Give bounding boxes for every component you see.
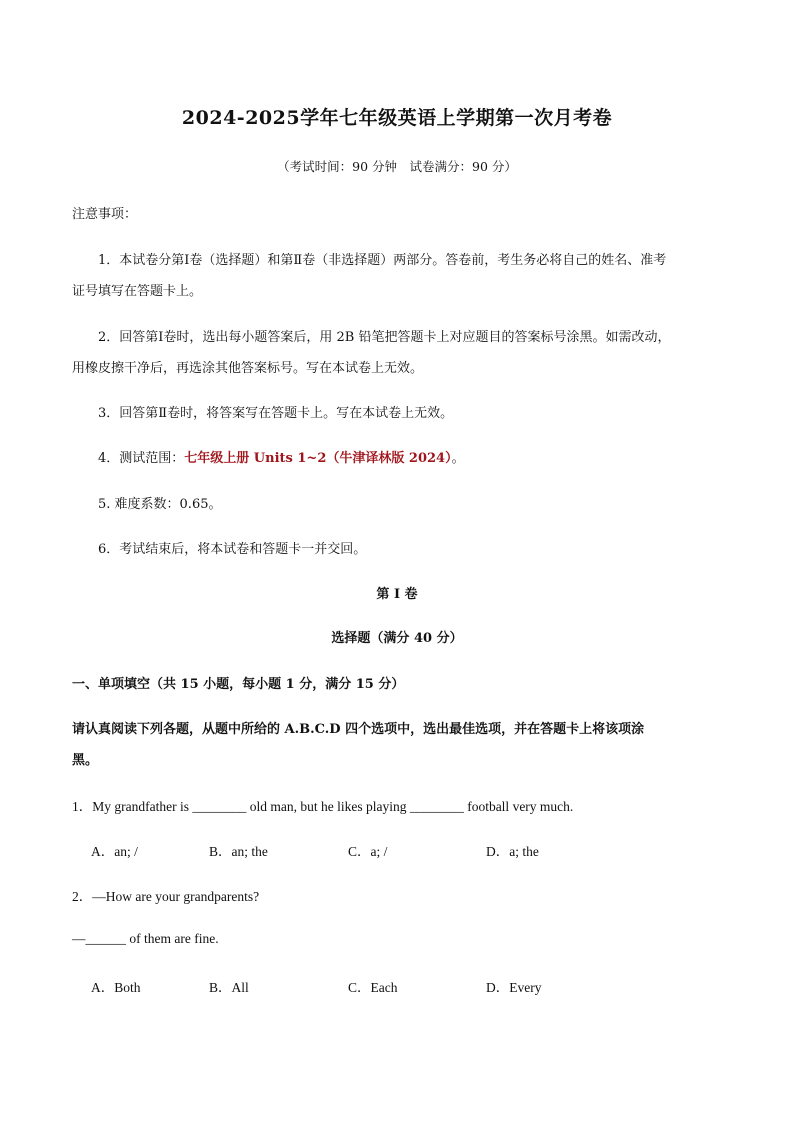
notice-item-3: 3．回答第Ⅱ卷时，将答案写在答题卡上。写在本试卷上无效。 — [98, 406, 454, 421]
notice-item-4-suffix: 。 — [451, 451, 465, 466]
question-2-option-c: C．Each — [348, 980, 398, 995]
notice-item-1-line-2: 证号填写在答题卡上。 — [72, 284, 203, 299]
notice-item-6: 6．考试结束后，将本试卷和答题卡一并交回。 — [98, 542, 367, 557]
part-title: 选择题（满分 40 分） — [331, 631, 463, 646]
part1-heading: 一、单项填空（共 15 小题，每小题 1 分，满分 15 分） — [72, 677, 405, 692]
question-1-stem: 1．My grandfather is ________ old man, but he likes playing ________ football very much. — [72, 799, 574, 814]
question-1-option-a: A．an; / — [91, 844, 138, 859]
question-1-option-c: C．a; / — [348, 844, 388, 859]
question-2-option-b: B．All — [209, 980, 249, 995]
volume-heading: 第 I 卷 — [376, 587, 418, 602]
question-2-option-a: A．Both — [91, 980, 141, 995]
question-1-option-b: B．an; the — [209, 844, 268, 859]
exam-title: 2024-2025学年七年级英语上学期第一次月考卷 — [181, 107, 613, 129]
notice-item-4 — [98, 447, 465, 466]
instruction-line-2: 黑。 — [72, 753, 99, 768]
question-2-stem-answer: —______ of them are fine. — [72, 931, 219, 946]
notice-item-1-line-1: 1．本试卷分第Ⅰ卷（选择题）和第Ⅱ卷（非选择题）两部分。答卷前，考生务必将自己的姓名、准考 — [98, 253, 667, 268]
question-2-option-d: D．Every — [486, 980, 542, 995]
notice-item-2-line-2: 用橡皮擦干净后，再选涂其他答案标号。写在本试卷上无效。 — [72, 361, 424, 376]
test-range: 七年级上册 Units 1~2（牛津译林版 2024） — [184, 451, 452, 466]
question-1-option-d: D．a; the — [486, 844, 539, 859]
notice-item-2-line-1: 2．回答第Ⅰ卷时，选出每小题答案后，用 2B 铅笔把答题卡上对应题目的答案标号涂黑。如需改动， — [98, 330, 671, 345]
notice-item-5: 5. 难度系数：0.65。 — [98, 497, 222, 512]
notice-item-4-prefix: 4．测试范围： — [98, 451, 185, 466]
exam-subtitle: （考试时间：90 分钟 试卷满分：90 分） — [277, 159, 517, 174]
notice-heading: 注意事项： — [72, 207, 138, 222]
instruction-line-1: 请认真阅读下列各题，从题中所给的 A.B.C.D 四个选项中，选出最佳选项，并在答题卡上将该项涂 — [72, 722, 645, 737]
question-2-stem: 2．—How are your grandparents? — [72, 889, 260, 904]
